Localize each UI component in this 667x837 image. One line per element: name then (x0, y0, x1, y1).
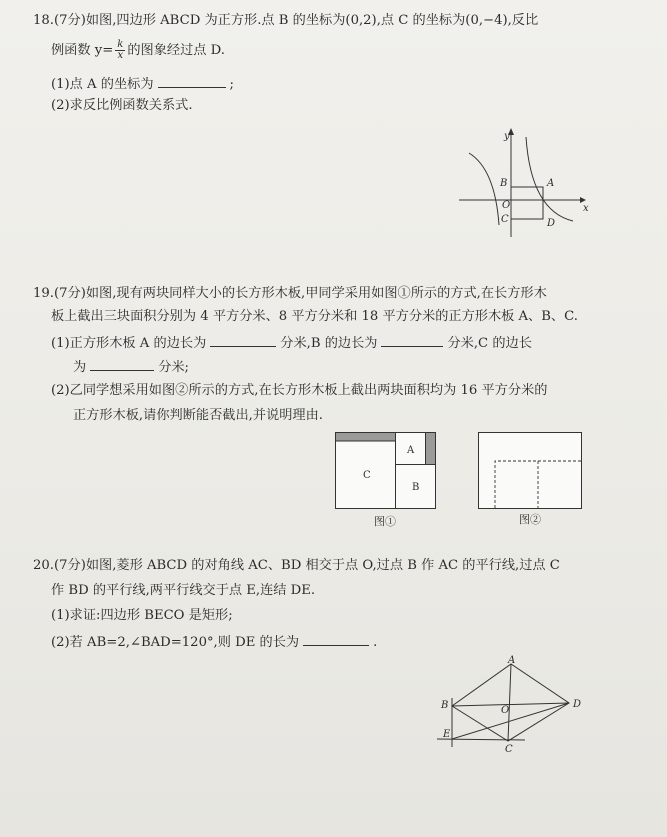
fig2-caption: 图② (519, 513, 541, 526)
q19-part2-a: (2)乙同学想采用如图②所示的方式,在长方形木板上截出两块面积均为 16 平方分米的 (51, 383, 548, 398)
label-A: A (547, 178, 555, 189)
label-B: B (412, 482, 420, 493)
q19-figure2 (478, 432, 582, 510)
q20-line1: 20.(7分)如图,菱形 ABCD 的对角线 AC、BD 相交于点 O,过点 B 作 AC 的平行线,过点 C (33, 558, 560, 573)
q19-line1: 19.(7分)如图,现有两块同样大小的长方形木板,甲同学采用如图①所示的方式,在长方形木 (33, 286, 547, 301)
q19-blank-c[interactable] (90, 358, 154, 371)
label-A: A (508, 655, 516, 666)
diagonal-ac (508, 664, 511, 741)
label-B: B (441, 700, 449, 711)
label-A: A (407, 445, 415, 456)
label-D: D (547, 218, 556, 229)
offcut-right (426, 433, 435, 465)
q20-part1: (1)求证:四边形 BECO 是矩形; (51, 608, 233, 623)
q19-part1-b: 分米,B 的边长为 (280, 336, 378, 351)
q18-fraction (115, 40, 125, 61)
q20-figure (435, 655, 595, 755)
q20-answer-blank[interactable] (303, 633, 369, 646)
q18-frac-num: k (117, 39, 124, 50)
board-outline (479, 433, 582, 509)
q19-part1-d-post: 分米; (158, 360, 190, 375)
q18-line2-pre: 例函数 y= (51, 43, 114, 58)
board-outline (336, 433, 436, 509)
offcut-top (336, 433, 396, 441)
q19-part1-d-pre: 为 (73, 360, 87, 375)
q19-part1-a: (1)正方形木板 A 的边长为 (51, 336, 207, 351)
q20-part2-label: (2)若 AB=2,∠BAD=120°,则 DE 的长为 (51, 635, 300, 650)
q18-part1-end: ; (229, 77, 234, 92)
q19-blank-b[interactable] (381, 334, 443, 347)
label-B: B (500, 178, 508, 189)
q19-line2: 板上截出三块面积分别为 4 平方分米、8 平方分米和 18 平方分米的正方形木板 A、B、C. (51, 309, 578, 324)
label-E: E (443, 729, 451, 740)
label-O: O (502, 200, 511, 211)
label-C: C (505, 744, 513, 755)
q18-figure (455, 125, 590, 240)
q18-part2: (2)求反比例函数关系式. (51, 98, 193, 113)
q20-part2-end: . (373, 635, 378, 650)
label-D: D (573, 699, 582, 710)
q19-figure1 (335, 432, 437, 510)
q20-part2 (51, 633, 377, 651)
q18-line2-post: 的图象经过点 D. (127, 43, 225, 58)
label-C: C (363, 470, 371, 481)
q18-part1-label: (1)点 A 的坐标为 (51, 77, 154, 92)
label-y: y (504, 131, 510, 142)
q19-part1-cont (73, 358, 189, 376)
fig1-caption: 图① (374, 515, 396, 528)
q20-line2: 作 BD 的平行线,两平行线交于点 E,连结 DE. (51, 583, 316, 598)
q18-answer-blank[interactable] (158, 75, 226, 88)
label-C: C (501, 214, 509, 225)
q18-line1: 18.(7分)如图,四边形 ABCD 为正方形.点 B 的坐标为(0,2),点 C 的坐标为(0,−4),反比 (33, 13, 539, 28)
diagonal-bd (452, 703, 569, 706)
q19-part2-b: 正方形木板,请你判断能否截出,并说明理由. (73, 408, 323, 423)
label-O: O (501, 705, 510, 716)
hyperbola-left-branch (469, 153, 499, 225)
label-x: x (583, 203, 589, 214)
q19-part1-c: 分米,C 的边长 (447, 336, 532, 351)
q18-line2 (51, 40, 225, 61)
q18-frac-den: x (117, 50, 124, 61)
q18-part1 (51, 75, 234, 93)
q19-blank-a[interactable] (210, 334, 276, 347)
segment-de (452, 703, 569, 739)
q19-part1 (51, 334, 532, 352)
